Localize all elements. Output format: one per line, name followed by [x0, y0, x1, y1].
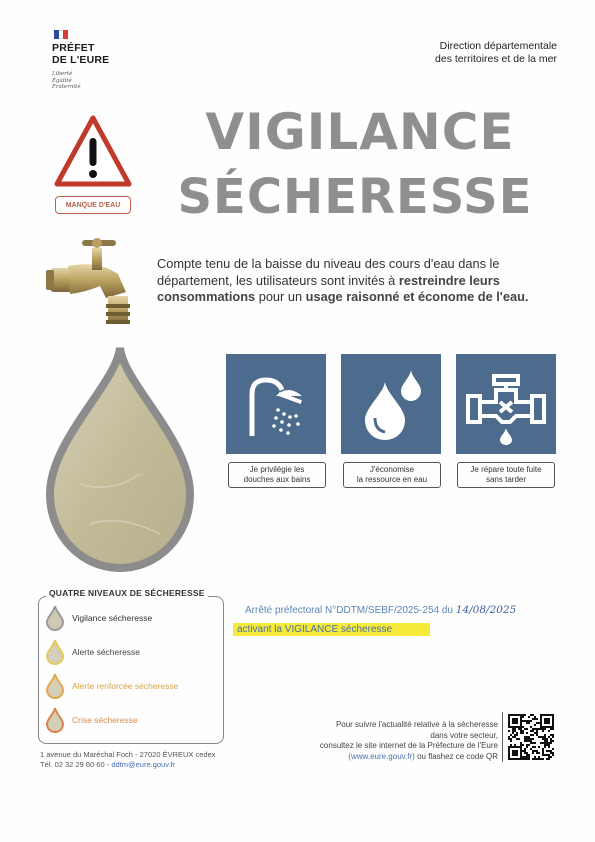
tip-caption-save-water: J'économise la ressource en eau — [343, 462, 441, 488]
tip-caption-shower: Je privilégie les douches aux bains — [228, 462, 326, 488]
arrete-prefectoral: Arrêté préfectoral N°DDTM/SEBF/2025-254 du 14/08/2025 — [245, 604, 517, 616]
intro-paragraph: Compte tenu de la baisse du niveau des cours d'eau dans le département, les utilisateurs sont invités à restreindre leurs consommations pour un usage raisonné et économe de l'eau. — [157, 256, 529, 304]
follow-instructions: Pour suivre l'actualité relative à la sécheresse dans votre secteur, consultez le site internet de la Préfecture de l'Eure (www.eure.gouv.fr) ou flashez ce code QR — [319, 720, 498, 761]
tip-repair-leak-tile — [456, 354, 556, 454]
activant-vigilance: activant la VIGILANCE sécheresse — [237, 624, 393, 635]
divider — [502, 712, 503, 762]
leaking-pipe-icon — [456, 354, 556, 454]
republic-motto: Liberté Égalité Fraternité — [52, 71, 81, 90]
water-shortage-badge: MANQUE D'EAU — [55, 196, 131, 214]
warning-triangle-icon — [52, 112, 134, 192]
grey-drop-icon — [46, 605, 64, 631]
drought-levels-title: QUATRE NIVEAUX DE SÉCHERESSE — [46, 588, 208, 598]
big-water-drop-icon — [40, 344, 200, 574]
tip-caption-repair-leak: Je répare toute fuite sans tarder — [457, 462, 555, 488]
address-footer: 1 avenue du Maréchal Foch - 27020 ÉVREUX cedex Tél. 02 32 29 60 60 - ddtm@eure.gouv.fr — [40, 750, 216, 769]
marianne-flag-icon — [54, 30, 68, 39]
level-alerte: Alerte sécheresse — [46, 637, 140, 667]
orange-drop-icon — [46, 673, 64, 699]
red-drop-icon — [46, 707, 64, 733]
prefecture-website-link[interactable]: (www.eure.gouv.fr) — [348, 751, 415, 761]
title-vigilance: VIGILANCE — [205, 103, 515, 161]
level-vigilance: Vigilance sécheresse — [46, 603, 152, 633]
yellow-drop-icon — [46, 639, 64, 665]
ddtm-header: Direction départementale des territoires et de la mer — [435, 40, 557, 65]
arrete-date: 14/08/2025 — [455, 604, 517, 616]
level-crise: Crise sécheresse — [46, 705, 138, 735]
email-link[interactable]: ddtm@eure.gouv.fr — [111, 760, 176, 769]
prefet-logo: PRÉFET DE L'EURE — [52, 42, 110, 66]
tip-shower-tile — [226, 354, 326, 454]
level-alerte-renforcee: Alerte renforcée sécheresse — [46, 671, 178, 701]
tip-save-water-tile — [341, 354, 441, 454]
qr-code-icon[interactable] — [508, 714, 554, 760]
water-drops-icon — [341, 354, 441, 454]
water-tap-icon — [46, 232, 146, 340]
shower-icon — [226, 354, 326, 454]
title-secheresse: SÉCHERESSE — [177, 169, 533, 225]
